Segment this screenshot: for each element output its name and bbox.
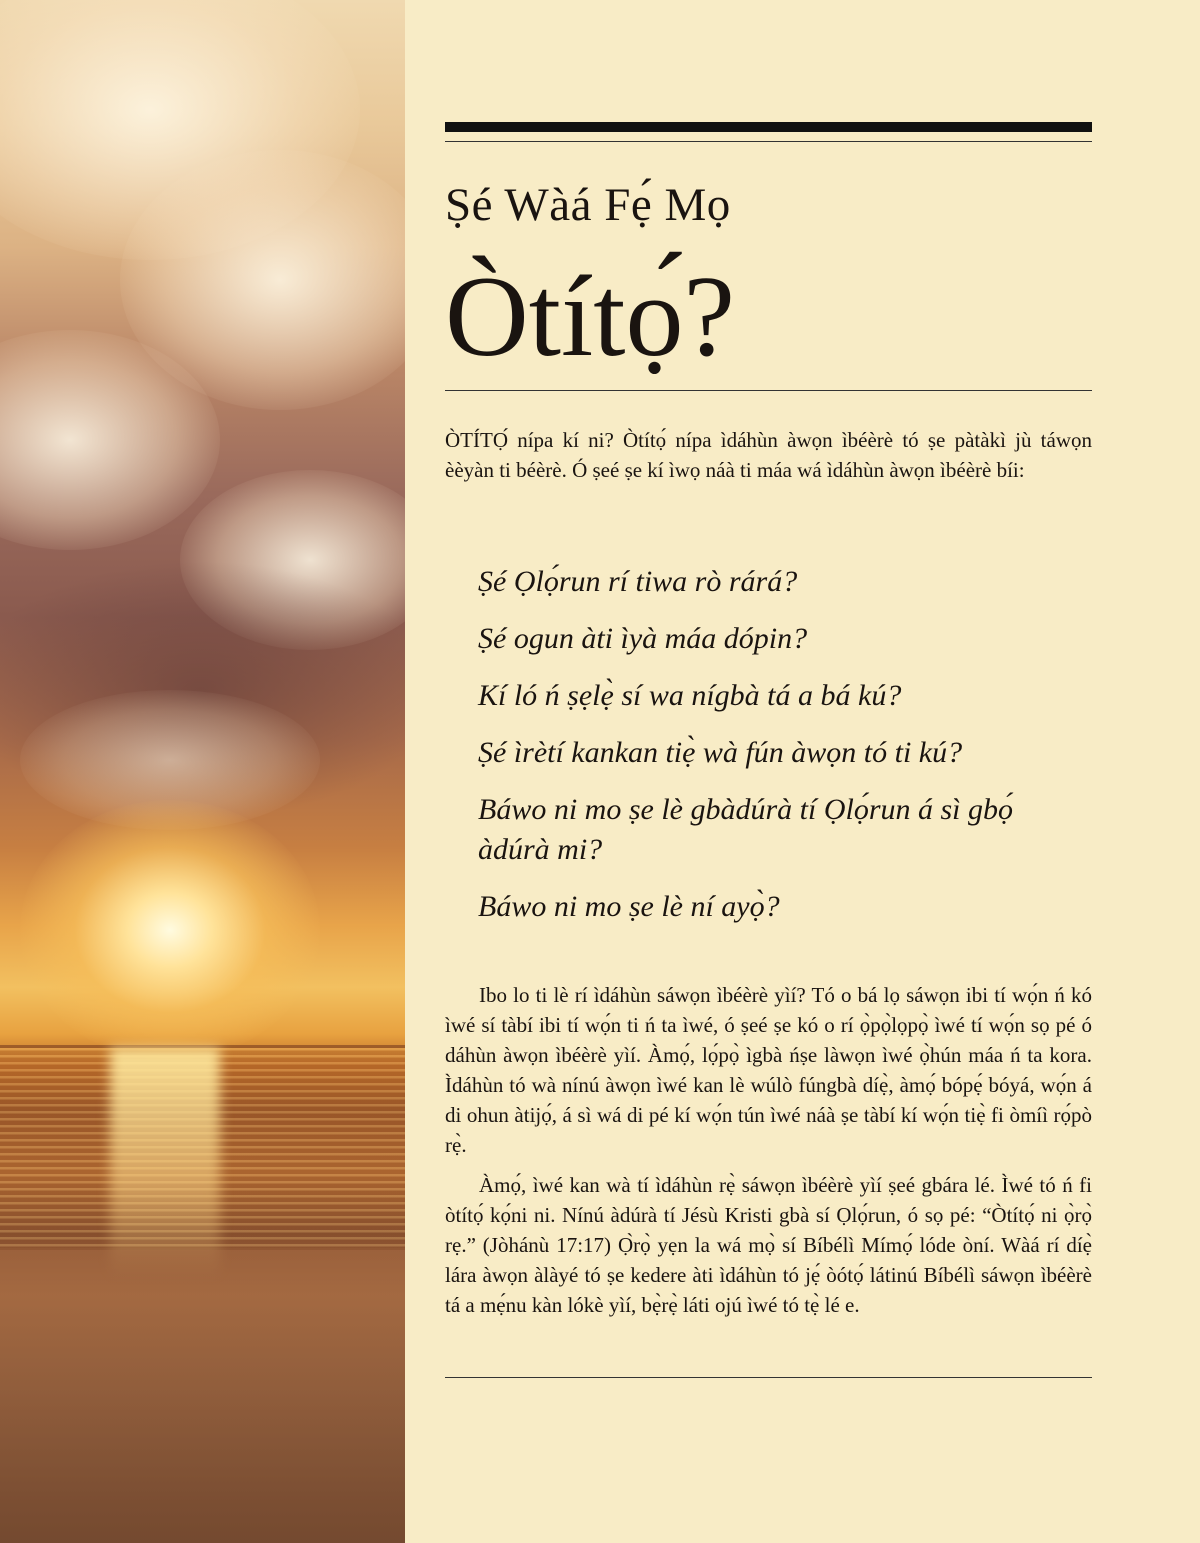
top-rule-thick [445,122,1092,132]
question-item: Ṣé ogun àti ìyà máa dópin? [478,622,808,655]
article-body [445,980,1092,1330]
question-item: Ṣé Ọlọ́run rí tiwa rò rárá? [478,565,798,598]
body-paragraph: Àmọ́, ìwé kan wà tí ìdáhùn rẹ̀ sáwọn ìbéèrè yìí ṣeé gbára lé. Ìwé tó ń fi òtítọ́ kọ́ni ni. Nínú àdúrà tí Jésù Kristi gbà sí Ọlọ́run, ó sọ pé: “Òtítọ́ ni ọ̀rọ̀ rẹ.” (Jòhánù 17:17) Ọ̀rọ̀ yẹn la wá mọ̀ sí Bíbélì Mímọ́ lóde òní. Wàá rí díẹ̀ lára àwọn àlàyé tó ṣe kedere àti ìdáhùn tó jẹ́ òótọ́ látinú Bíbélì sáwọn ìbéèrè tá a mẹ́nu kàn lókè yìí, bẹ̀rẹ̀ láti ojú ìwé tó tẹ̀ lé e. [445,1173,1092,1317]
question-list [478,562,1078,944]
article-title: Òtítọ́? [445,253,735,381]
body-paragraph: Ibo lo ti lè rí ìdáhùn sáwọn ìbéèrè yìí? Tó o bá lọ sáwọn ibi tí wọ́n ń kó ìwé sí tàbí ibi tí wọ́n ti ń ta ìwé, ó ṣeé ṣe kó o rí ọ̀pọ̀lọpọ̀ ìwé tí wọ́n sọ pé ó dáhùn àwọn ìbéèrè yìí. Àmọ́, lọ́pọ̀ ìgbà ńṣe làwọn ìwé ọ̀hún máa ń ta kora. Ìdáhùn tó wà nínú àwọn ìwé kan lè wúlò fúngbà díẹ̀, àmọ́ bópẹ́ bóyá, wọ́n á di ohun àtijọ́, á sì wá di pé kí wọ́n tún ìwé náà ṣe tàbí kí wọ́n tiẹ̀ fi òmíì rọ́pò rẹ̀. [445,983,1092,1157]
intro-paragraph: ÒTÍTỌ́ nípa kí ni? Òtítọ́ nípa ìdáhùn àwọn ìbéèrè tó ṣe pàtàkì jù táwọn èèyàn ti béèrè. Ó ṣeé ṣe kí ìwọ náà ti máa wá ìdáhùn àwọn ìbéèrè bíi: [445,428,1092,482]
top-rule-thin [445,141,1092,142]
sun [20,800,320,1060]
question-item: Ṣé ìrètí kankan tiẹ̀ wà fún àwọn tó ti kú? [478,736,963,769]
bottom-rule [445,1377,1092,1378]
question-item: Báwo ni mo ṣe lè ní ayọ̀? [478,890,780,923]
article-subtitle: Ṣé Wàá Fẹ́ Mọ [445,179,731,231]
title-divider [445,390,1092,391]
question-item: Báwo ni mo ṣe lè gbàdúrà tí Ọlọ́run á sì gbọ́ àdúrà mi? [478,793,1014,866]
beach-sand [0,1250,405,1543]
sunset-beach-photo [0,0,405,1543]
question-item: Kí ló ń ṣẹlẹ̀ sí wa nígbà tá a bá kú? [478,679,902,712]
